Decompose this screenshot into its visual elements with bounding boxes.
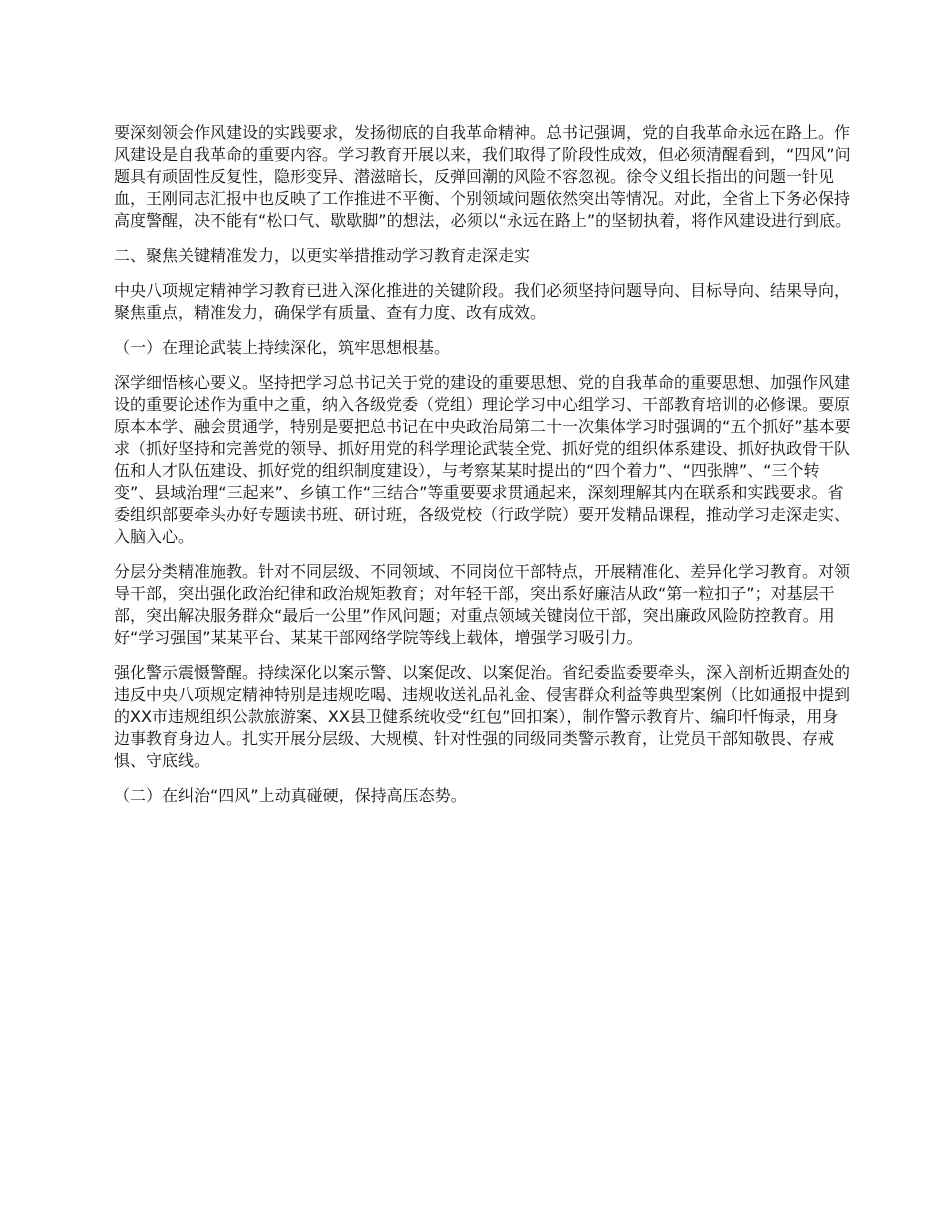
subheading-four-styles: （二）在纠治“四风”上动真碰硬，保持高压态势。 <box>114 786 467 805</box>
paragraph-deep-study: 深学细悟核心要义。坚持把学习总书记关于党的建设的重要思想、党的自我革命的重要思想、加强作风建设的重要论述作为重中之重，纳入各级党委（党组）理论学习中心组学习、干部教育培训的必修课。要原原本本学、融会贯通学，特别是要把总书记在中央政治局第二十一次集体学习时强调的“五个抓好”基本要求（抓好坚持和完善党的领导、抓好用党的科学理论武装全党、抓好党的组织体系建设、抓好执政骨干队伍和人才队伍建设、抓好党的组织制度建设），与考察某某时提出的“四个着力”、“四张牌”、“三个转变”、县域治理“三起来”、乡镇工作“三结合”等重要要求贯通起来，深刻理解其内在联系和实践要求。省委组织部要牵头办好专题读书班、研讨班，各级党校（行政学院）要开发精品课程，推动学习走深走实、入脑入心。 <box>114 373 851 546</box>
section-heading-two: 二、聚焦关键精准发力，以更实举措推动学习教育走深走实 <box>114 246 531 265</box>
paragraph-self-revolution: 要深刻领会作风建设的实践要求，发扬彻底的自我革命精神。总书记强调，党的自我革命永远在路上。作风建设是自我革命的重要内容。学习教育开展以来，我们取得了阶段性成效，但必须清醒看到，“四风”问题具有顽固性反复性，隐形变异、潜滋暗长，反弹回潮的风险不容忽视。徐令义组长指出的问题一针见血，王刚同志汇报中也反映了工作推进不平衡、个别领域问题依然突出等情况。对此，全省上下务必保持高度警醒，决不能有“松口气、歇歇脚”的想法，必须以“永远在路上”的坚韧执着，将作风建设进行到底。 <box>114 123 852 230</box>
subheading-theory: （一）在理论武装上持续深化，筑牢思想根基。 <box>114 338 451 357</box>
paragraph-tiered-teaching: 分层分类精准施教。针对不同层级、不同领域、不同岗位干部特点，开展精准化、差异化学习教育。对领导干部，突出强化政治纪律和政治规矩教育；对年轻干部，突出系好廉洁从政“第一粒扣子”；对基层干部，突出解决服务群众“最后一公里”作风问题；对重点领域关键岗位干部，突出廉政风险防控教育。用好“学习强国”某某平台、某某干部网络学院等线上载体，增强学习吸引力。 <box>114 562 851 647</box>
paragraph-warning-education: 强化警示震慑警醒。持续深化以案示警、以案促改、以案促治。省纪委监委要牵头，深入剖析近期查处的违反中央八项规定精神特别是违规吃喝、违规收送礼品礼金、侵害群众利益等典型案例（比如通报中提到的XX市违规组织公款旅游案、XX县卫健系统收受“红包”回扣案），制作警示教育片、编印忏悔录，用身边事教育身边人。扎实开展分层级、大规模、针对性强的同级同类警示教育，让党员干部知敬畏、存戒惧、守底线。 <box>114 663 851 770</box>
paragraph-key-stage: 中央八项规定精神学习教育已进入深化推进的关键阶段。我们必须坚持问题导向、目标导向、结果导向，聚焦重点，精准发力，确保学有质量、查有力度、改有成效。 <box>114 281 851 322</box>
document-body <box>114 122 854 820</box>
